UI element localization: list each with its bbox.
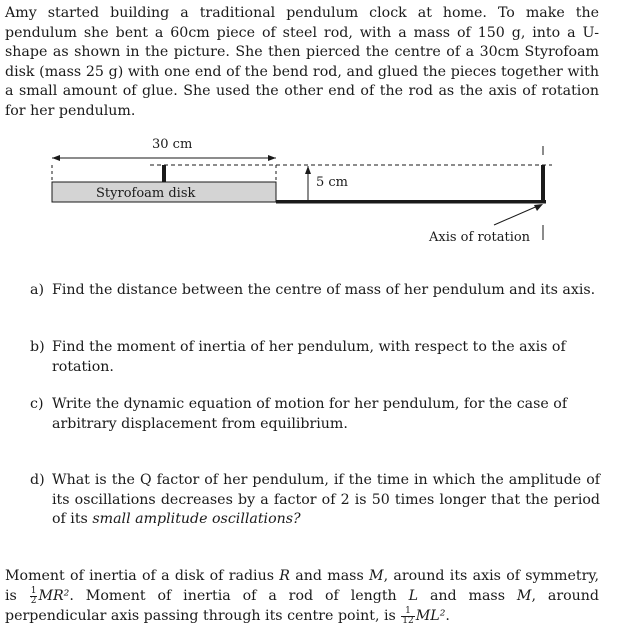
note-var-r: R <box>279 568 290 584</box>
note-part6: , around perpendicular axis passing through its centre point, is <box>5 588 600 624</box>
steel-rod-vertical <box>541 165 545 203</box>
fraction-twelfth <box>401 607 414 626</box>
fraction-denominator: 2 <box>30 595 37 606</box>
note-part7: . <box>445 608 450 624</box>
note-expr-ml2: ML² <box>415 608 446 624</box>
note-part1: Moment of inertia of a disk of radius <box>5 568 280 584</box>
question-c <box>30 395 600 434</box>
question-text-italic: small amplitude oscillations? <box>92 511 301 527</box>
question-text: Write the dynamic equation of motion for her pendulum, for the case of arbitrary displacement from equilibrium. <box>52 396 568 432</box>
question-text: Find the moment of inertia of her pendulum, with respect to the axis of rotation. <box>52 339 566 375</box>
note-part4: . Moment of inertia of a rod of length <box>69 588 409 604</box>
question-b <box>30 338 600 377</box>
axis-pointer-arrowhead <box>534 204 543 211</box>
question-label: d) <box>30 472 45 488</box>
note-part5: and mass <box>418 588 517 604</box>
note-var-l: L <box>408 588 419 604</box>
fraction-half <box>30 587 38 606</box>
pendulum-diagram <box>0 128 631 248</box>
note-expr-mr2: MR² <box>38 588 70 604</box>
question-label: c) <box>30 396 44 412</box>
arrowhead-left <box>52 155 60 161</box>
question-text: Find the distance between the centre of mass of her pendulum and its axis. <box>52 282 596 298</box>
question-a <box>30 281 600 301</box>
note-var-m2: M <box>516 588 532 604</box>
intro-paragraph: Amy started building a traditional pendulum clock at home. To make the pendulum she bent a 60cm piece of steel rod, with a mass of 150 g, into a U-shape as shown in the picture. She then pierced the centre of a 30cm Styrofoam disk (mass 25 g) with one end of the bend rod, and glued the pieces together with a small amount of glue. She used the other end of the rod as the axis of rotation for her pendulum. <box>5 5 599 119</box>
question-label: a) <box>30 282 44 298</box>
fraction-numerator: 1 <box>401 607 414 617</box>
disk-width-label: 30 cm <box>152 137 193 152</box>
height-label: 5 cm <box>316 175 349 190</box>
axis-label: Axis of rotation <box>429 230 531 245</box>
disk-label: Styrofoam disk <box>96 186 196 201</box>
axis-pointer-line <box>494 205 540 225</box>
steel-rod-bottom <box>276 200 546 204</box>
fraction-denominator: 12 <box>402 615 414 626</box>
note-var-m: M <box>369 568 384 584</box>
question-d <box>30 471 600 530</box>
question-text <box>52 471 600 530</box>
fraction-numerator: 1 <box>30 585 37 596</box>
note-part2: and mass <box>289 568 370 584</box>
formula-note <box>5 566 599 626</box>
arrowhead-right <box>268 155 276 161</box>
rod-end-in-disk <box>162 165 166 182</box>
height-arrowhead <box>305 166 311 174</box>
question-text-main: What is the Q factor of her pendulum, if the time in which the amplitude of its oscillations decreases by a factor of 2 is 50 times longer that the period of its <box>52 472 600 527</box>
question-label: b) <box>30 339 45 355</box>
note-part3: , around its axis of symmetry, is <box>5 568 600 604</box>
